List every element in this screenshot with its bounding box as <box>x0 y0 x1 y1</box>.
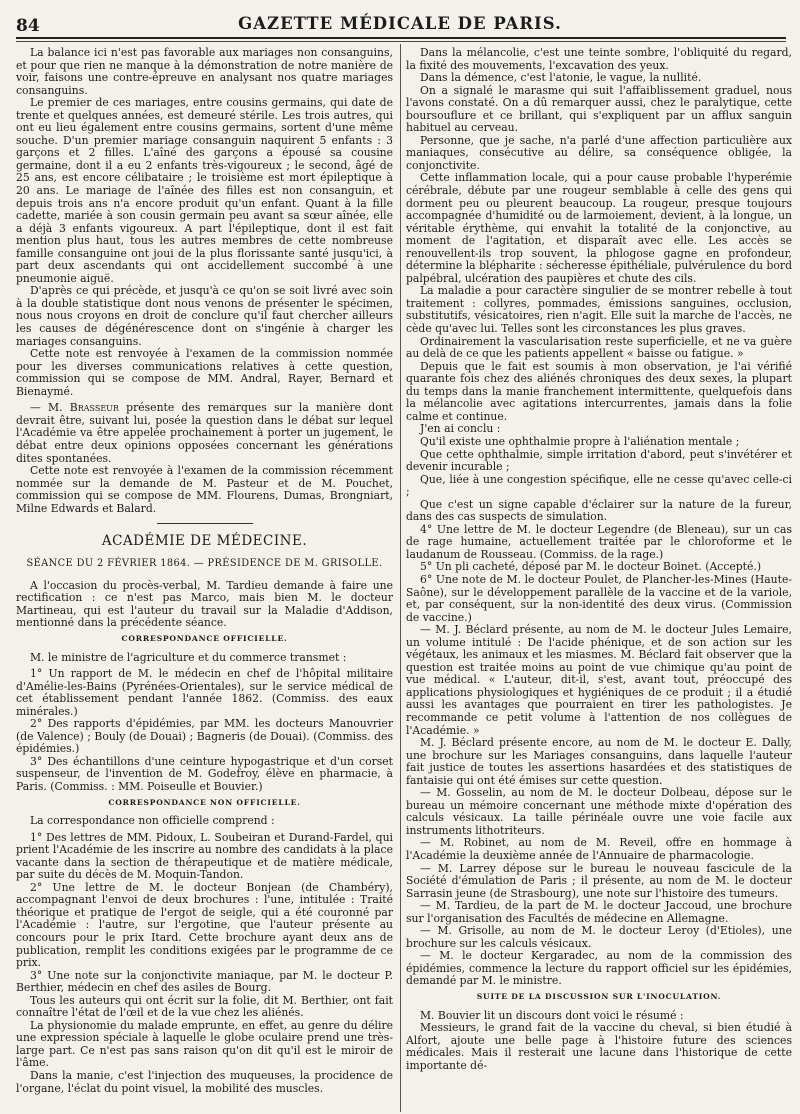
paragraph: — M. J. Béclard présente, au nom de M. le docteur Jules Lemaire, un volume intitulé : De l'acide phénique, et de son action sur les végétaux, les animaux et les miasmes. M. Béclard fait observer que la question est traitée moins au point de vue chimique qu'au point de vue médical. « L'auteur, dit-il, s'est, avant tout, préoccupé des applications physiologiques et hygiéniques de ce produit ; il a étudié aussi les avantages que pourraient en tirer les pathologistes. Je recommande ce petit volume à l'attention de nos collègues de l'Académie. » <box>406 623 792 737</box>
paragraph: Cette note est renvoyée à l'examen de la commission récemment nommée sur la demande de M. Pasteur et de M. Pouchet, commission qui se compose de MM. Flourens, Dumas, Brongniart, Milne Edwards et Balard. <box>16 464 393 515</box>
paragraph: 3° Une note sur la conjonctivite maniaque, par M. le docteur P. Berthier, médecin en chef des asiles de Bourg. <box>16 968 393 995</box>
paragraph: Qu'il existe une ophthalmie propre à l'aliénation mentale ; <box>420 434 740 448</box>
page-header <box>0 0 800 40</box>
subsection-heading: SUITE DE LA DISCUSSION SUR L'INOCULATION. <box>476 992 722 1002</box>
paragraph: 4° Une lettre de M. le docteur Legendre (de Bleneau), sur un cas de rage humaine, actuellement traitée par le chloroforme et le laudanum de Rousseau. (Commiss. de la rage.) <box>406 522 792 561</box>
page-number: 84 <box>16 16 40 36</box>
paragraph: La balance ici n'est pas favorable aux mariages non consanguins, et pour que rien ne manque à la démonstration de notre manière de voir, faisons une contre-épreuve en analysant nos quatre mariages consanguins. <box>16 46 393 97</box>
running-title: GAZETTE MÉDICALE DE PARIS. <box>238 14 562 33</box>
paragraph: Depuis que le fait est soumis à mon observation, je l'ai vérifié quarante fois chez des aliénés chroniques des deux sexes, la plupart du temps dans la manie franchement intermittente, quelquefois dans la mélancolie avec agitations intercurrentes, jamais dans la folie calme et continue. <box>406 359 792 423</box>
section-heading: ACADÉMIE DE MÉDECINE. <box>101 533 308 550</box>
session-heading: SÉANCE DU 2 FÉVRIER 1864. — PRÉSIDENCE DE M. GRISOLLE. <box>26 558 383 570</box>
paragraph: Dans la mélancolie, c'est une teinte sombre, l'obliquité du regard, la fixité des mouvements, l'excavation des yeux. <box>406 46 792 72</box>
paragraph: Cette inflammation locale, qui a pour cause probable l'hyperémie cérébrale, débute par une rougeur semblable à celle des gens qui dorment peu ou pleurent beaucoup. La rougeur, presque toujours accompagnée d'humidité ou de larmoiement, devient, à la longue, un véritable érythème, qui envahit la totalité de la conjonctive, au moment de l'agitation, et disparaît avec elle. Les accès se renouvellent-ils trop souvent, la phlogose gagne en profondeur, détermine la blépharite : sécheresse épithéliale, pulvérulence du bord palpébral, ulcération des paupières et chute des cils. <box>406 171 792 285</box>
paragraph: La maladie a pour caractère singulier de se montrer rebelle à tout traitement : collyres, pommades, émissions sanguines, occlusion, substitutifs, vésicatoires, rien n'agit. Elle suit la marche de l'accès, ne cède qu'avec lui. Telles sont les circonstances les plus graves. <box>406 284 792 336</box>
paragraph: 2° Des rapports d'épidémies, par MM. les docteurs Manouvrier (de Valence) ; Bouly (de Douai) ; Bagneris (de Douai). (Commiss. des épidémies.) <box>16 717 393 756</box>
paragraph: Que c'est un signe capable d'éclairer sur la nature de la fureur, dans des cas suspects de simulation. <box>406 497 792 524</box>
paragraph: 2° Une lettre de M. le docteur Bonjean (de Chambéry), accompagnant l'envoi de deux brochures : l'une, intitulée : Traité théorique et pratique de l'ergot de seigle, qui a été couronné par l'Académie : l'autre, sur l'ergotine, que l'auteur présente au concours pour le prix Itard. Cette brochure ayant deux ans de publication, remplit les conditions exigées par le programme de ce prix. <box>16 880 393 970</box>
paragraph: Cette note est renvoyée à l'examen de la commission nommée pour les diverses communications relatives à cette question, commission qui se compose de MM. Andral, Rayer, Bernard et Bienaymé. <box>16 347 393 398</box>
paragraph: M. Bouvier lit un discours dont voici le résumé : <box>420 1008 684 1022</box>
section-separator <box>157 523 253 524</box>
header-rule <box>16 37 786 39</box>
paragraph: J'en ai conclu : <box>420 422 501 436</box>
paragraph <box>16 402 393 465</box>
paragraph: A l'occasion du procès-verbal, M. Tardieu demande à faire une rectification : ce n'est pas Marco, mais bien M. le docteur Martineau, qui est l'auteur du travail sur la Maladie d'Addison, mentionné dans la précédente séance. <box>16 578 393 630</box>
paragraph: Le premier de ces mariages, entre cousins germains, qui date de trente et quelques années, est demeuré stérile. Les trois autres, qui ont eu lieu également entre cousins germains, sortent d'une même souche. D'un premier mariage consanguin naquirent 5 enfants : 3 garçons et 2 filles. L'aîné des garçons a épousé sa cousine germaine, dont il a eu 2 enfants très-vigoureux ; le second, âgé de 25 ans, est encore célibataire ; le troisième est mort épileptique à 20 ans. Le mariage de l'aînée des filles est non consanguin, et depuis trois ans n'a encore produit qu'un enfant. Quant à la fille cadette, mariée à son cousin germain peu avant sa sœur aînée, elle a déjà 3 enfants vigoureux. A part l'épileptique, dont il est fait mention plus haut, tous les autres membres de cette nombreuse famille consanguine ont joui de la plus florissante santé jusqu'ici, à part deux ascendants qui ont accidellement succombé à une pneumonie aiguë. <box>16 96 393 285</box>
paragraph: Personne, que je sache, n'a parlé d'une affection particulière aux maniaques, consécutive au délire, sa conséquence obligée, la conjonctivite. <box>406 133 792 172</box>
paragraph: Que, liée à une congestion spécifique, elle ne cesse qu'avec celle-ci ; <box>406 472 792 499</box>
paragraph: La correspondance non officielle comprend : <box>30 814 275 828</box>
paragraph: Messieurs, le grand fait de la vaccine du cheval, si bien étudié à Alfort, ajoute une belle page à l'histoire future des sciences médicales. Mais il resterait une lacune dans l'historique de cette importante dé- <box>406 1021 792 1072</box>
paragraph: Ordinairement la vascularisation reste superficielle, et ne va guère au delà de ce que les patients appellent « baisse ou fatigue. » <box>406 334 792 361</box>
paragraph: — M. Robinet, au nom de M. Reveil, offre en hommage à l'Académie la deuxième année de l'Annuaire de pharmacologie. <box>406 836 792 862</box>
subsection-heading: CORRESPONDANCE OFFICIELLE. <box>121 633 288 643</box>
paragraph: Tous les auteurs qui ont écrit sur la folie, dit M. Berthier, ont fait connaître l'état de l'œil et de la vue chez les aliénés. <box>16 993 393 1020</box>
paragraph: 1° Des lettres de MM. Pidoux, L. Soubeiran et Durand-Fardel, qui prient l'Académie de les inscrire au nombre des candidats à la place vacante dans la section de thérapeutique et de matière médicale, par suite du décès de M. Moquin-Tandon. <box>16 830 393 882</box>
paragraph: — M. le docteur Kergaradec, au nom de la commission des épidémies, commence la lecture du rapport officiel sur les épidémies, demandé par M. le ministre. <box>406 949 792 988</box>
header-rule-thin <box>16 41 786 42</box>
paragraph: Dans la manie, c'est l'injection des muqueuses, la procidence de l'organe, l'éclat du point visuel, la mobilité des muscles. <box>16 1069 393 1095</box>
paragraph: 3° Des échantillons d'une ceinture hypogastrique et d'un corset suspenseur, de l'invention de M. Godefroy, élève en pharmacie, à Paris. (Commiss. : MM. Poiseulle et Bouvier.) <box>16 754 393 793</box>
paragraph: — M. Larrey dépose sur le bureau le nouveau fascicule de la Société d'émulation de Paris ; il présente, au nom de M. le docteur Sarrasin jeune (de Strasbourg), une note sur l'histoire des tumeurs. <box>406 861 792 900</box>
speaker-name: — M. Brasseur <box>30 401 119 415</box>
paragraph: La physionomie du malade emprunte, en effet, au genre du délire une expression spéciale à laquelle le globe oculaire prend une très-large part. Ce n'est pas sans raison qu'on dit qu'il est le miroir de l'âme. <box>16 1018 393 1070</box>
paragraph: 6° Une note de M. le docteur Poulet, de Plancher-les-Mines (Haute-Saône), sur le développement parallèle de la vaccine et de la variole, et, par conséquent, sur la non-identité des deux virus. (Commission de vaccine.) <box>406 572 792 624</box>
paragraph: 1° Un rapport de M. le médecin en chef de l'hôpital militaire d'Amélie-les-Bains (Pyrénées-Orientales), sur le service médical de cet établissement pendant l'année 1862. (Commiss. des eaux minérales.) <box>16 667 393 718</box>
paragraph-text: présente des remarques sur la manière dont devrait être, suivant lui, posée la question dans le débat sur lequel l'Académie va être appelée prochainement à porter un jugement, le débat entre deux opinions opposées concernant les générations dites spontanées. <box>16 401 393 465</box>
paragraph: D'après ce qui précède, et jusqu'à ce qu'on se soit livré avec soin à la double statistique dont nous venons de présenter le spécimen, nous nous croyons en droit de conclure qu'il faut chercher ailleurs les causes de dégénérescence dont on s'ingénie à charger les mariages consanguins. <box>16 284 393 348</box>
paragraph: — M. Tardieu, de la part de M. le docteur Jaccoud, une brochure sur l'organisation des Facultés de médecine en Allemagne. <box>406 899 792 925</box>
subsection-heading: CORRESPONDANCE NON OFFICIELLE. <box>108 797 301 807</box>
left-column <box>16 47 393 1095</box>
right-column <box>406 47 792 1072</box>
paragraph: — M. Grisolle, au nom de M. le docteur Leroy (d'Etioles), une brochure sur les calculs vésicaux. <box>406 924 792 950</box>
paragraph: Que cette ophthalmie, simple irritation d'abord, peut s'invétérer et devenir incurable ; <box>406 447 792 474</box>
paragraph: M. le ministre de l'agriculture et du commerce transmet : <box>30 650 347 664</box>
paragraph: 5° Un pli cacheté, déposé par M. le docteur Boinet. (Accepté.) <box>420 560 762 574</box>
paragraph: M. J. Béclard présente encore, au nom de M. le docteur E. Dally, une brochure sur les Mariages consanguins, dans laquelle l'auteur fait justice de toutes les assertions hasardées et des statistiques de fantaisie qui ont été émises sur cette question. <box>406 736 792 787</box>
paragraph: Dans la démence, c'est l'atonie, le vague, la nullité. <box>420 71 702 85</box>
column-divider <box>400 44 401 1112</box>
paragraph: — M. Gosselin, au nom de M. le docteur Dolbeau, dépose sur le bureau un mémoire concernant une méthode mixte d'opération des calculs vésicaux. La taille périnéale ouvre une voie facile aux instruments lithotriteurs. <box>406 786 792 837</box>
paragraph: On a signalé le marasme qui suit l'affaiblissement graduel, nous l'avons constaté. On a dû remarquer aussi, chez le paralytique, cette boursouflure et ce brillant, qui s'expliquent par un afflux sanguin habituel au cerveau. <box>406 83 792 135</box>
